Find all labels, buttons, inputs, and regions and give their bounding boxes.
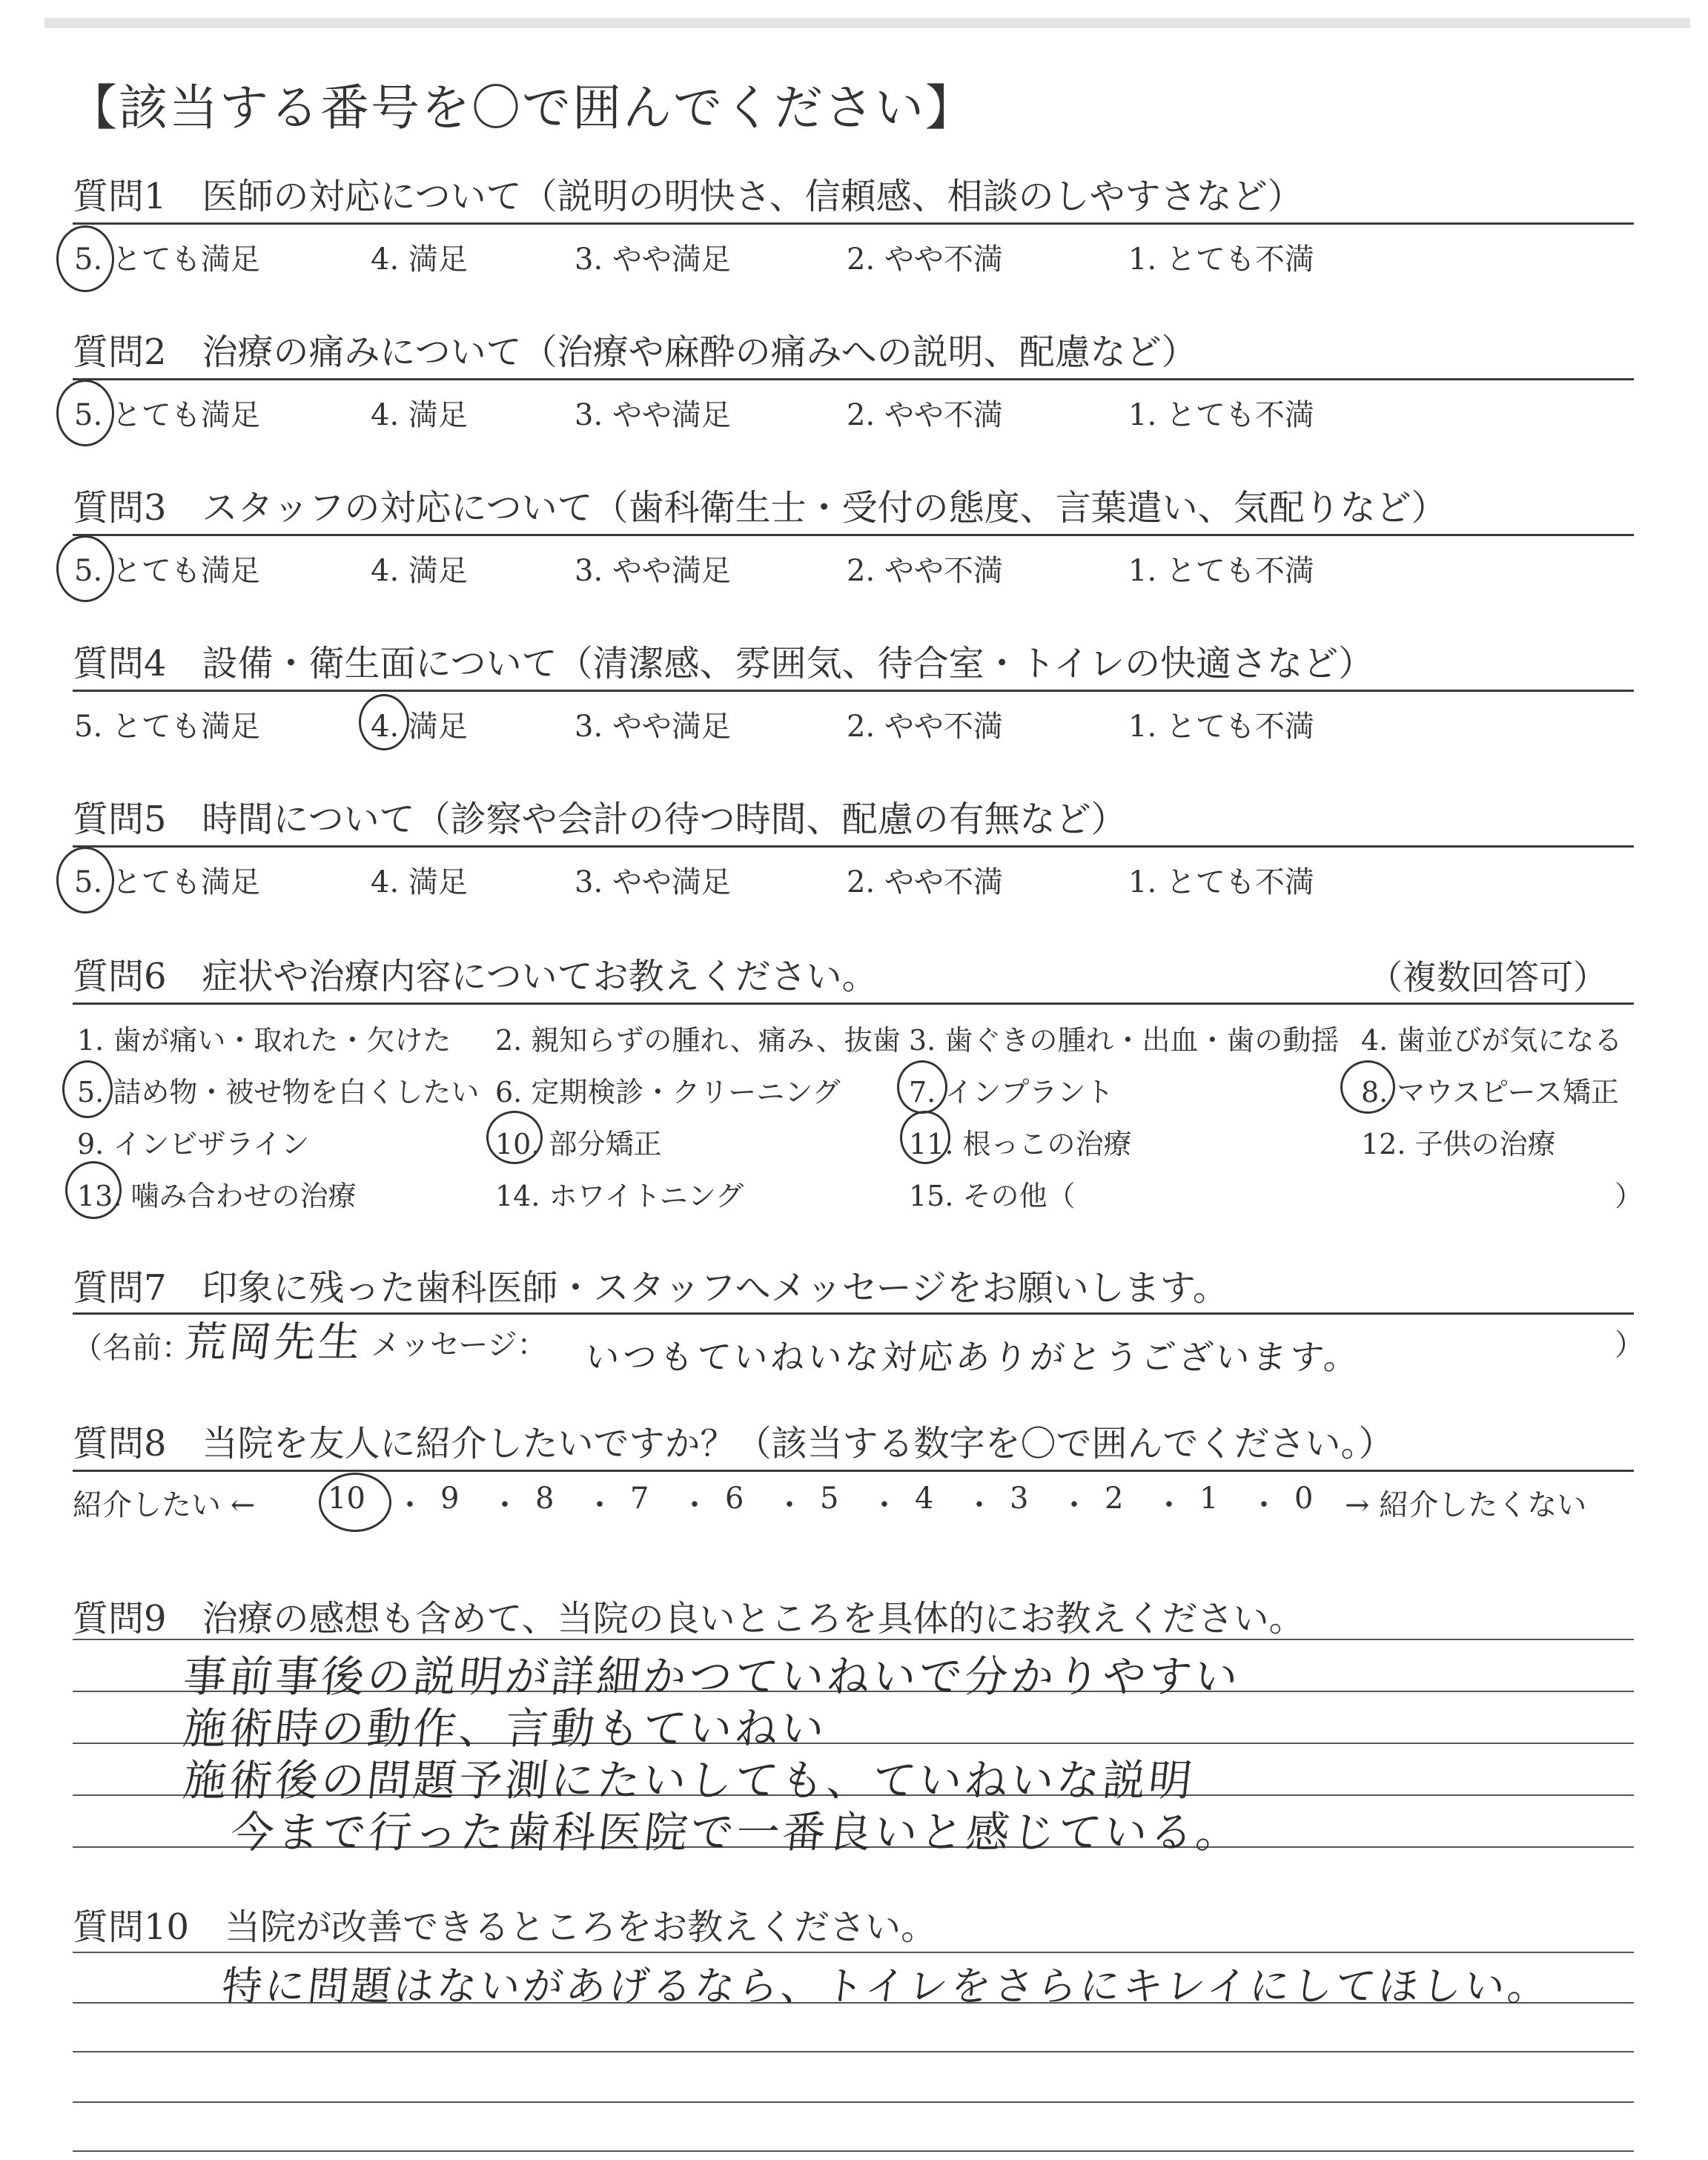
q1-option-1[interactable]: 1. とても不満 xyxy=(1128,242,1314,277)
message-close: ） xyxy=(1615,1328,1644,1362)
q1-option-4[interactable]: 4. 満足 xyxy=(371,242,468,277)
message-label: メッセージ： xyxy=(371,1328,547,1362)
q4-option-3[interactable]: 3. やや満足 xyxy=(575,710,731,744)
q4-option-5[interactable]: 5. とても満足 xyxy=(74,710,260,744)
q6-circle-7 xyxy=(897,1060,947,1114)
q3-selection-circle xyxy=(56,535,114,602)
q2-selection-circle xyxy=(56,380,114,446)
q3-option-3[interactable]: 3. やや満足 xyxy=(575,554,731,588)
name-handwritten: 荒岡先生 xyxy=(182,1318,365,1367)
q5-selection-circle xyxy=(56,847,114,914)
scale-10[interactable]: 10 xyxy=(328,1482,365,1516)
question-9: 質問9 治療の感想も含めて、当院の良いところを具体的にお教えください。 xyxy=(73,1598,1305,1639)
q9-answer-line-1: 事前事後の説明が詳細かつていねいで分かりやすい xyxy=(180,1651,1244,1702)
question-8: 質問8 当院を友人に紹介したいですか？（該当する数字を〇で囲んでください。） xyxy=(73,1423,1394,1464)
q5-option-2[interactable]: 2. やや不満 xyxy=(847,865,1003,899)
q5-option-1[interactable]: 1. とても不満 xyxy=(1128,865,1314,899)
recommend-left-label: 紹介したい ← xyxy=(73,1488,256,1522)
question-2-rule xyxy=(73,378,1634,380)
scale-sep: ・ xyxy=(870,1488,899,1522)
page-title: 【該当する番号を〇で囲んでください】 xyxy=(68,79,976,136)
q10-line-5 xyxy=(73,2150,1634,2152)
q9-answer-line-3: 施術後の問題予測にたいしても、ていねいな説明 xyxy=(180,1755,1198,1806)
question-7: 質問7 印象に残った歯科医師・スタッフへメッセージをお願いします。 xyxy=(73,1267,1228,1309)
q3-option-1[interactable]: 1. とても不満 xyxy=(1128,554,1314,588)
q4-option-2[interactable]: 2. やや不満 xyxy=(847,710,1003,744)
scale-3[interactable]: 3 xyxy=(1010,1482,1029,1516)
scan-top-edge xyxy=(44,18,1690,28)
q2-option-4[interactable]: 4. 満足 xyxy=(371,398,468,432)
q6-option-9[interactable]: 9. インビザライン xyxy=(77,1128,310,1160)
q3-option-4[interactable]: 4. 満足 xyxy=(371,554,468,588)
q6-option-3[interactable]: 3. 歯ぐきの腫れ・出血・歯の動揺 xyxy=(909,1024,1340,1057)
q8-selection-circle xyxy=(319,1473,391,1532)
q1-selection-circle xyxy=(56,225,114,292)
scale-sep: ・ xyxy=(1059,1488,1089,1522)
q10-answer-line-1: 特に問題はないがあげるなら、トイレをさらにキレイにしてほしい。 xyxy=(219,1963,1553,2009)
question-10: 質問10 当院が改善できるところをお教えください。 xyxy=(73,1906,937,1948)
q6-circle-11 xyxy=(900,1111,950,1164)
question-1-rule xyxy=(73,222,1634,225)
q4-option-1[interactable]: 1. とても不満 xyxy=(1128,710,1314,744)
question-1: 質問1 医師の対応について（説明の明快さ、信頼感、相談のしやすさなど） xyxy=(73,176,1303,217)
q6-option-13[interactable]: 13. 噛み合わせの治療 xyxy=(77,1180,357,1212)
q9-line-1 xyxy=(73,1639,1634,1640)
scale-2[interactable]: 2 xyxy=(1105,1482,1124,1516)
scale-sep: ・ xyxy=(1249,1488,1279,1522)
question-2: 質問2 治療の痛みについて（治療や麻酔の痛みへの説明、配慮など） xyxy=(73,331,1197,373)
scale-5[interactable]: 5 xyxy=(820,1482,839,1516)
multiple-answers-note: （複数回答可） xyxy=(1368,957,1607,997)
question-3-rule xyxy=(73,534,1634,536)
scale-1[interactable]: 1 xyxy=(1199,1482,1219,1516)
q4-selection-circle xyxy=(359,694,409,750)
q2-option-5[interactable]: 5. とても満足 xyxy=(74,398,260,432)
q6-option-12[interactable]: 12. 子供の治療 xyxy=(1361,1128,1556,1160)
q6-option-15[interactable]: 15. その他（ xyxy=(909,1180,1076,1212)
q6-option-8[interactable]: 8. マウスピース矯正 xyxy=(1361,1076,1619,1109)
q6-option-6[interactable]: 6. 定期検診・クリーニング xyxy=(495,1076,841,1109)
question-8-rule xyxy=(73,1470,1634,1472)
q10-line-3 xyxy=(73,2051,1634,2052)
question-5: 質問5 時間について（診察や会計の待つ時間、配慮の有無など） xyxy=(73,799,1127,840)
q2-option-1[interactable]: 1. とても不満 xyxy=(1128,398,1314,432)
q1-option-3[interactable]: 3. やや満足 xyxy=(575,242,731,277)
q6-option-11[interactable]: 11. 根っこの治療 xyxy=(909,1128,1132,1160)
q5-option-4[interactable]: 4. 満足 xyxy=(371,865,468,899)
recommend-right-label: → 紹介したくない xyxy=(1345,1488,1587,1522)
question-6-rule xyxy=(73,1003,1634,1005)
q1-option-2[interactable]: 2. やや不満 xyxy=(847,242,1003,277)
q6-option-5[interactable]: 5. 詰め物・被せ物を白くしたい xyxy=(77,1076,480,1109)
q6-option-15-close: ） xyxy=(1615,1180,1644,1212)
scale-7[interactable]: 7 xyxy=(630,1482,649,1516)
q6-circle-13 xyxy=(65,1161,122,1219)
scale-sep: ・ xyxy=(964,1488,994,1522)
q6-circle-8 xyxy=(1340,1060,1395,1114)
scale-sep: ・ xyxy=(680,1488,709,1522)
scale-sep: ・ xyxy=(585,1488,615,1522)
q9-answer-line-4: 今まで行った歯科医院で一番良いと感じている。 xyxy=(228,1807,1245,1857)
question-4-rule xyxy=(73,690,1634,692)
question-3: 質問3 スタッフの対応について（歯科衛生士・受付の態度、言葉遣い、気配りなど） xyxy=(73,487,1447,529)
q1-option-5[interactable]: 5. とても満足 xyxy=(74,242,260,277)
q3-option-2[interactable]: 2. やや不満 xyxy=(847,554,1003,588)
q10-line-1 xyxy=(73,1952,1634,1953)
q6-option-14[interactable]: 14. ホワイトニング xyxy=(495,1180,744,1212)
scale-4[interactable]: 4 xyxy=(915,1482,934,1516)
q2-option-2[interactable]: 2. やや不満 xyxy=(847,398,1003,432)
q2-option-3[interactable]: 3. やや満足 xyxy=(575,398,731,432)
q6-option-10[interactable]: 10. 部分矯正 xyxy=(495,1128,662,1160)
question-4: 質問4 設備・衛生面について（清潔感、雰囲気、待合室・トイレの快適さなど） xyxy=(73,643,1374,684)
q6-circle-5 xyxy=(62,1060,113,1118)
q4-option-4[interactable]: 4. 満足 xyxy=(371,710,468,744)
scale-8[interactable]: 8 xyxy=(535,1482,555,1516)
scale-sep: ・ xyxy=(775,1488,804,1522)
q6-circle-10 xyxy=(486,1111,543,1164)
q5-option-3[interactable]: 3. やや満足 xyxy=(575,865,731,899)
name-label: （名前： xyxy=(73,1331,191,1365)
question-6: 質問6 症状や治療内容についてお教えください。 xyxy=(73,956,878,997)
scale-0[interactable]: 0 xyxy=(1294,1482,1314,1516)
q6-option-1[interactable]: 1. 歯が痛い・取れた・欠けた xyxy=(77,1024,451,1057)
scale-sep: ・ xyxy=(1154,1488,1184,1522)
question-5-rule xyxy=(73,845,1634,848)
q6-option-4[interactable]: 4. 歯並びが気になる xyxy=(1361,1024,1623,1057)
q10-line-4 xyxy=(73,2101,1634,2103)
scale-sep: ・ xyxy=(395,1488,425,1522)
q6-option-7[interactable]: 7. インプラント xyxy=(909,1076,1114,1109)
scale-sep: ・ xyxy=(490,1488,520,1522)
scale-6[interactable]: 6 xyxy=(725,1482,744,1516)
q3-option-5[interactable]: 5. とても満足 xyxy=(74,554,260,588)
q9-answer-line-2: 施術時の動作、言動もていねい xyxy=(180,1703,830,1754)
scale-9[interactable]: 9 xyxy=(440,1482,460,1516)
q5-option-5[interactable]: 5. とても満足 xyxy=(74,865,260,899)
message-handwritten: いつもていねいな対応ありがとうございます。 xyxy=(583,1337,1363,1377)
q6-option-2[interactable]: 2. 親知らずの腫れ、痛み、抜歯 xyxy=(495,1024,901,1057)
